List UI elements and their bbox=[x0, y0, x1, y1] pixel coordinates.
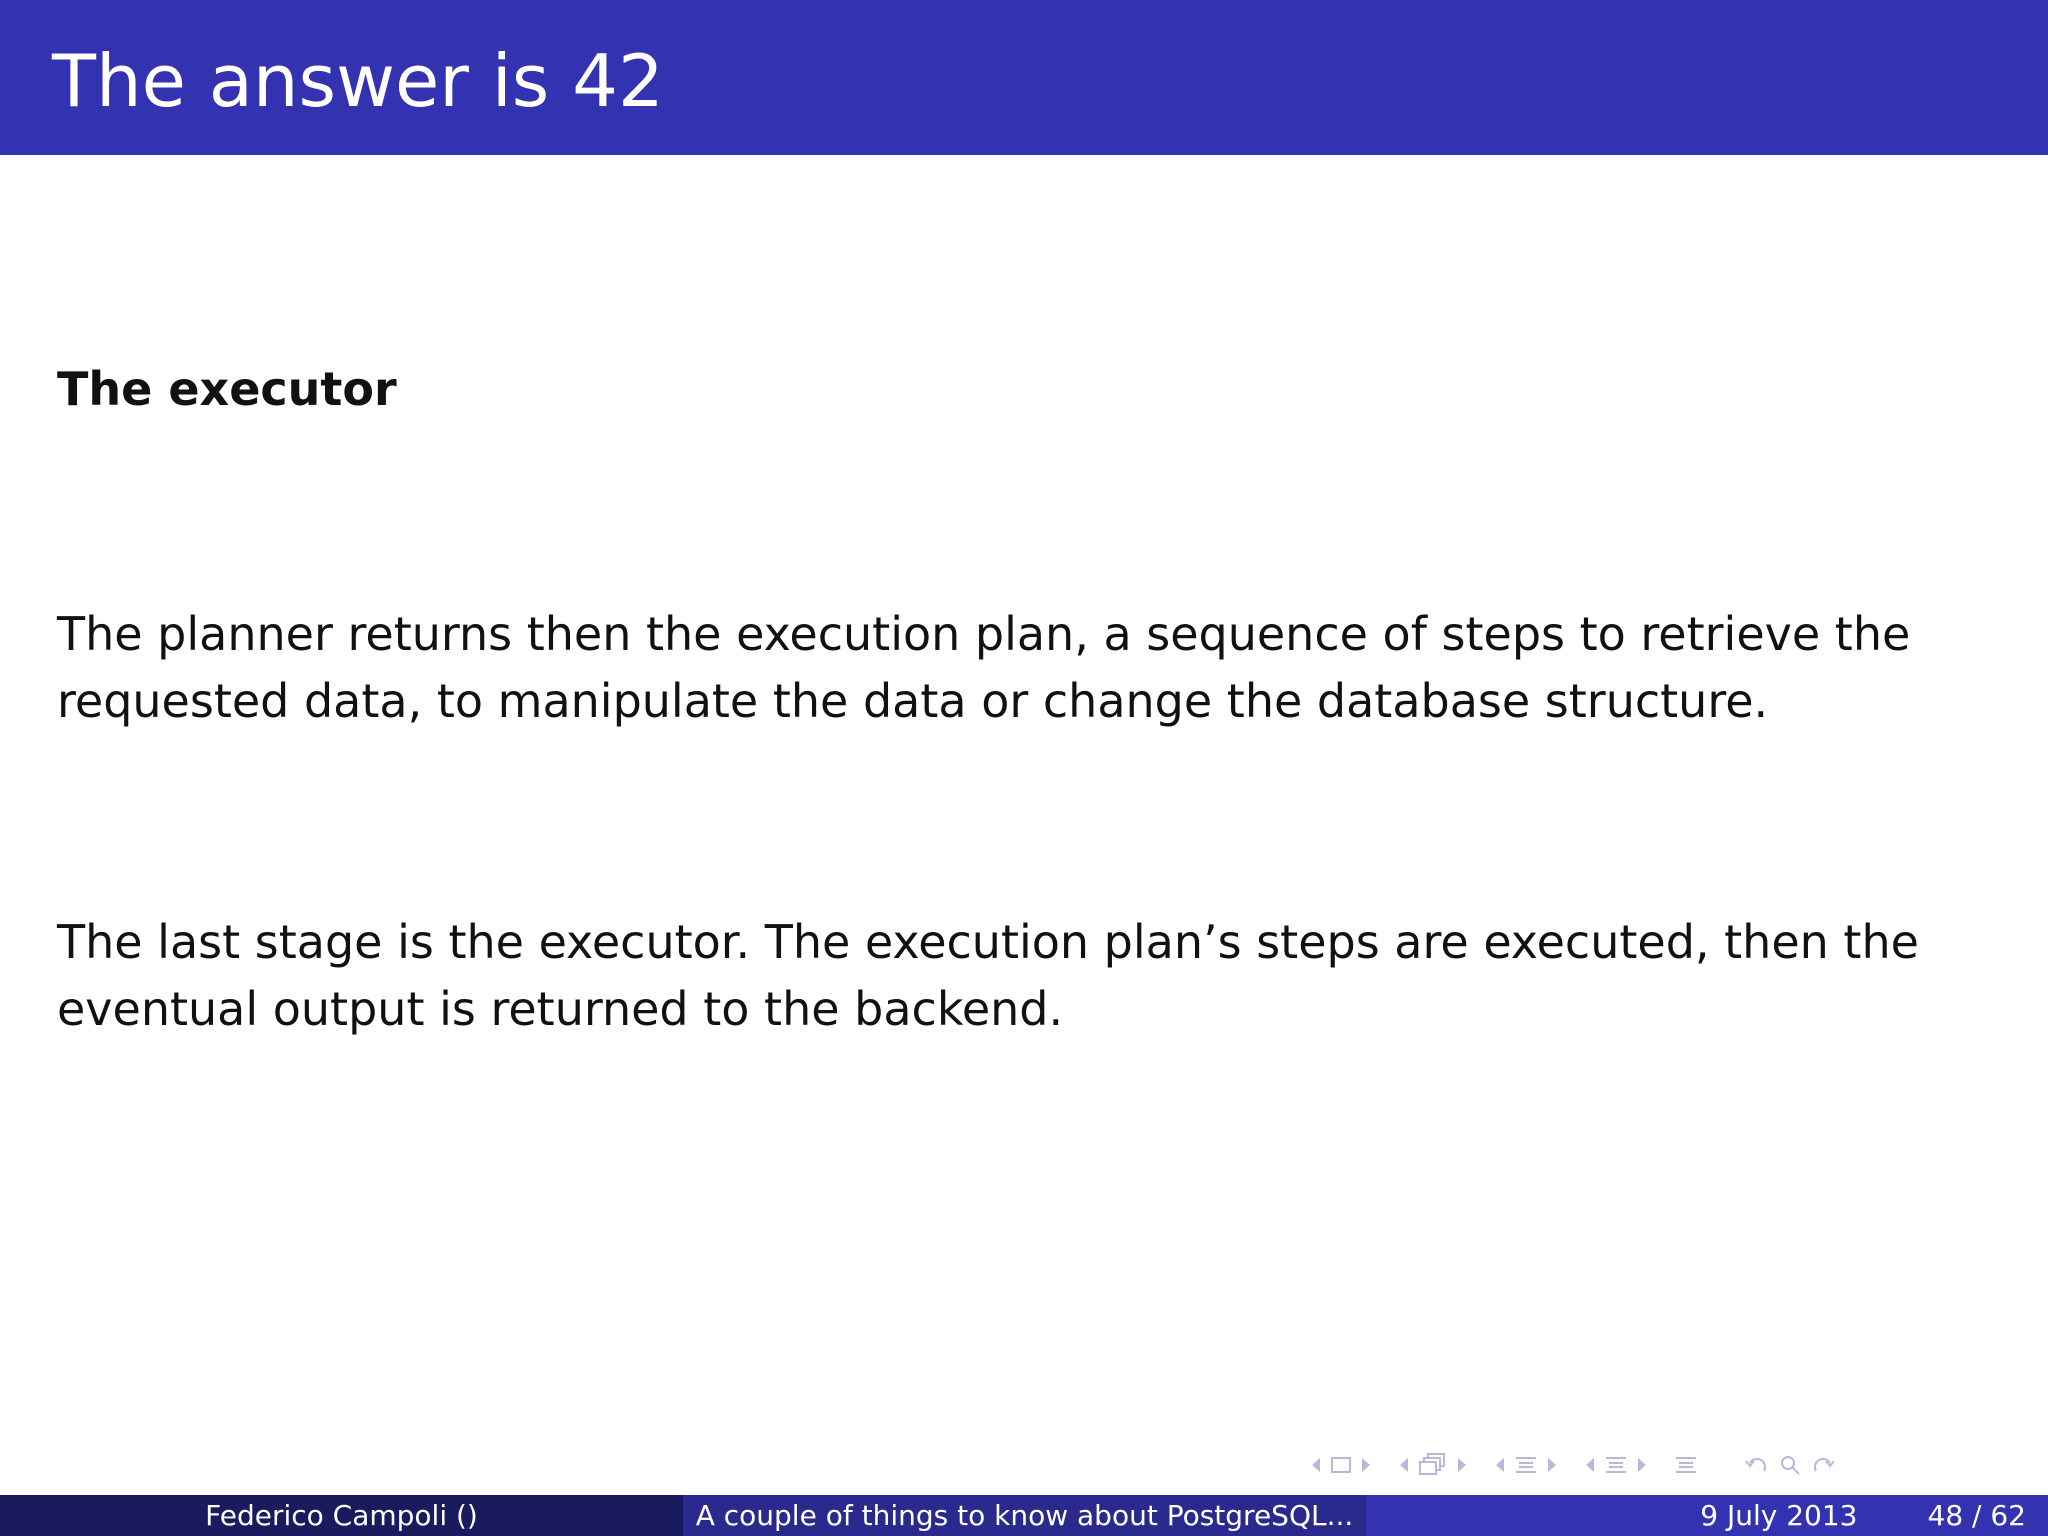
footer-author-segment bbox=[0, 1495, 683, 1536]
footer-talk-title: A couple of things to know about PostgreSQL... bbox=[695, 1499, 1354, 1532]
footer-author: Federico Campoli () bbox=[205, 1499, 478, 1532]
prev-frame-icon[interactable] bbox=[1310, 1456, 1322, 1474]
footer-date: 9 July 2013 bbox=[1700, 1499, 1858, 1532]
slide-title: The answer is 42 bbox=[52, 39, 664, 123]
title-bar bbox=[0, 0, 2048, 155]
section-icon[interactable] bbox=[1514, 1454, 1538, 1476]
frame-icon[interactable] bbox=[1330, 1455, 1352, 1475]
search-icon[interactable] bbox=[1778, 1453, 1802, 1477]
footer-bar bbox=[0, 1495, 2048, 1536]
beamer-navigation bbox=[1310, 1447, 1836, 1483]
outline-icon[interactable] bbox=[1674, 1454, 1698, 1476]
slides-icon[interactable] bbox=[1418, 1452, 1448, 1478]
redo-icon[interactable] bbox=[1810, 1453, 1836, 1477]
footer-title-segment bbox=[683, 1495, 1366, 1536]
undo-icon[interactable] bbox=[1744, 1453, 1770, 1477]
prev-slide-icon[interactable] bbox=[1398, 1456, 1410, 1474]
next-frame-icon[interactable] bbox=[1360, 1456, 1372, 1474]
paragraph-planner: The planner returns then the execution plan, a sequence of steps to retrieve the requested data, to manipulate the data or change the database structure. bbox=[57, 607, 1911, 728]
next-section-icon[interactable] bbox=[1546, 1456, 1558, 1474]
section-heading: The executor bbox=[57, 362, 397, 416]
prev-section-icon[interactable] bbox=[1494, 1456, 1506, 1474]
paragraph-executor: The last stage is the executor. The execution plan’s steps are executed, then the eventual output is returned to the backend. bbox=[57, 915, 1919, 1036]
subsection-icon[interactable] bbox=[1604, 1454, 1628, 1476]
next-subsection-icon[interactable] bbox=[1636, 1456, 1648, 1474]
prev-subsection-icon[interactable] bbox=[1584, 1456, 1596, 1474]
next-slide-icon[interactable] bbox=[1456, 1456, 1468, 1474]
footer-date-segment bbox=[1366, 1495, 2048, 1536]
footer-page-number: 48 / 62 bbox=[1927, 1499, 2026, 1532]
